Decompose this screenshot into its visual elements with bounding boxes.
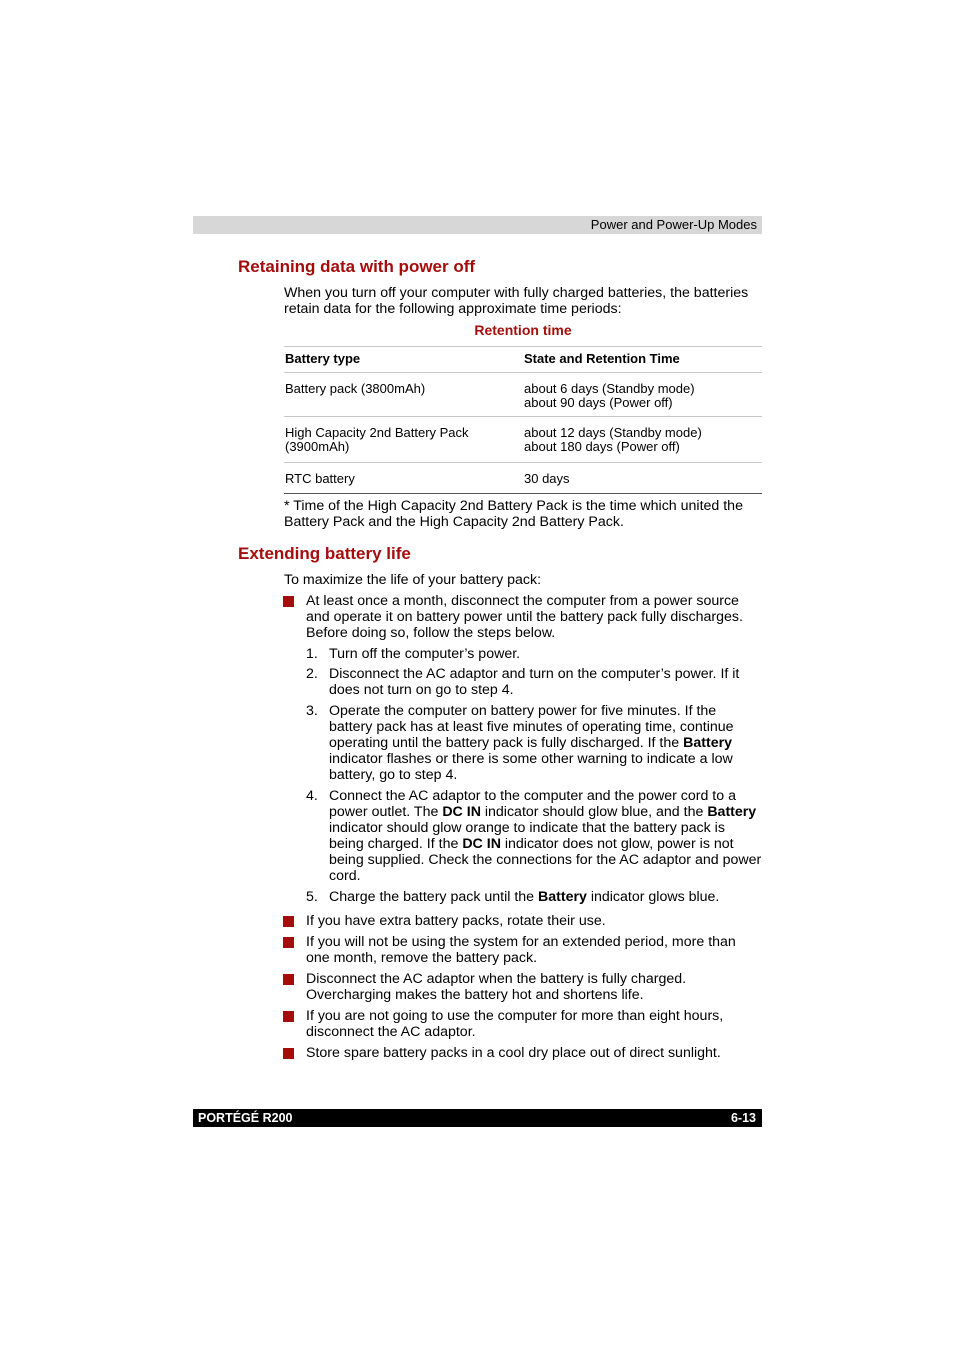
section-heading-extending-battery: Extending battery life <box>238 544 411 563</box>
step-text: indicator glows blue. <box>586 889 720 905</box>
bullet-marker <box>283 1048 294 1059</box>
step-number: 1. <box>306 646 318 662</box>
table-row <box>284 462 762 493</box>
extending-intro: To maximize the life of your battery pack: <box>284 572 542 588</box>
footer-model: PORTÉGÉ R200 <box>198 1111 293 1125</box>
section-heading-retaining-data: Retaining data with power off <box>238 257 476 276</box>
step-text: indicator does not glow, power is not being supplied. Check the connections for the AC adaptor and power cord. <box>329 836 762 884</box>
bullet-item: If you will not be using the system for an extended period, more than one month, remove the battery pack. <box>306 934 736 966</box>
table-caption: Retention time <box>474 322 572 338</box>
running-header <box>193 216 762 234</box>
battery-type-cell <box>285 426 505 453</box>
retention-cell <box>524 426 760 453</box>
table-header-row <box>284 346 762 372</box>
bullet-marker <box>283 937 294 948</box>
step-text: indicator should glow orange to indicate that the battery pack is being charged. If the <box>329 820 725 852</box>
battery-type-line: (3900mAh) <box>285 438 350 454</box>
retention-table <box>284 346 762 494</box>
step-text: indicator flashes or there is some other warning to indicate a low battery, go to step 4. <box>329 751 733 783</box>
dc-in-indicator-label: DC IN <box>462 836 501 852</box>
battery-indicator-label: Battery <box>538 889 587 905</box>
column-header-battery-type: Battery type <box>285 351 361 366</box>
battery-type-cell: Battery pack (3800mAh) <box>285 381 426 396</box>
step-item <box>329 788 762 884</box>
table-row <box>284 372 762 416</box>
step-text: indicator should glow blue, and the <box>480 804 708 820</box>
running-header-title: Power and Power-Up Modes <box>590 217 757 232</box>
retention-cell: 30 days <box>524 471 570 486</box>
column-header-retention: State and Retention Time <box>524 351 680 366</box>
bullet-marker <box>283 1011 294 1022</box>
footnote: * Time of the High Capacity 2nd Battery Pack is the time which united the Battery Pack and the High Capacity 2nd Battery Pack. <box>284 498 743 530</box>
page-number: 6-13 <box>730 1111 756 1125</box>
retention-line: about 180 days (Power off) <box>524 438 680 454</box>
step-item: Turn off the computer’s power. <box>329 646 521 662</box>
retention-cell <box>524 382 760 409</box>
bullet-marker <box>283 916 294 927</box>
step-number: 4. <box>306 788 318 804</box>
step-number: 3. <box>306 703 318 719</box>
battery-type-line: High Capacity 2nd Battery Pack <box>285 425 469 440</box>
step-text: Charge the battery pack until the <box>329 889 538 905</box>
step-item <box>329 889 762 905</box>
retaining-intro: When you turn off your computer with fully charged batteries, the batteries retain data for the following approximate time periods: <box>284 285 749 317</box>
step-item: Disconnect the AC adaptor and turn on the computer’s power. If it does not turn on go to step 4. <box>329 666 740 698</box>
dc-in-indicator-label: DC IN <box>442 804 481 820</box>
step-item <box>329 703 762 783</box>
bullet-item: At least once a month, disconnect the computer from a power source and operate it on battery power until the battery pack fully discharges. Before doing so, follow the steps below. <box>306 593 743 641</box>
battery-type-cell: RTC battery <box>285 471 355 486</box>
step-number: 2. <box>306 666 318 682</box>
bullet-item: Store spare battery packs in a cool dry place out of direct sunlight. <box>306 1045 721 1061</box>
bullet-marker <box>283 974 294 985</box>
step-text: Operate the computer on battery power for five minutes. If the battery pack has at least five minutes of operating time, continue operating until the battery pack is fully discharged. If the <box>329 703 734 751</box>
battery-indicator-label: Battery <box>707 804 757 820</box>
step-text: Connect the AC adaptor to the computer and the power cord to a power outlet. The <box>329 788 736 820</box>
battery-indicator-label: Battery <box>683 735 732 751</box>
page-footer <box>193 1109 762 1127</box>
retention-line: about 12 days (Standby mode) <box>524 425 702 440</box>
table-bottom-rule <box>284 493 762 494</box>
step-number: 5. <box>306 889 318 905</box>
bullet-item: If you are not going to use the computer for more than eight hours, disconnect the AC adaptor. <box>306 1008 724 1040</box>
table-row <box>284 416 762 462</box>
retention-line: about 6 days (Standby mode) <box>524 381 695 396</box>
bullet-item: If you have extra battery packs, rotate their use. <box>306 913 606 929</box>
bullet-item: Disconnect the AC adaptor when the battery is fully charged. Overcharging makes the battery hot and shortens life. <box>306 971 687 1003</box>
bullet-marker <box>283 596 294 607</box>
retention-line: about 90 days (Power off) <box>524 394 673 410</box>
